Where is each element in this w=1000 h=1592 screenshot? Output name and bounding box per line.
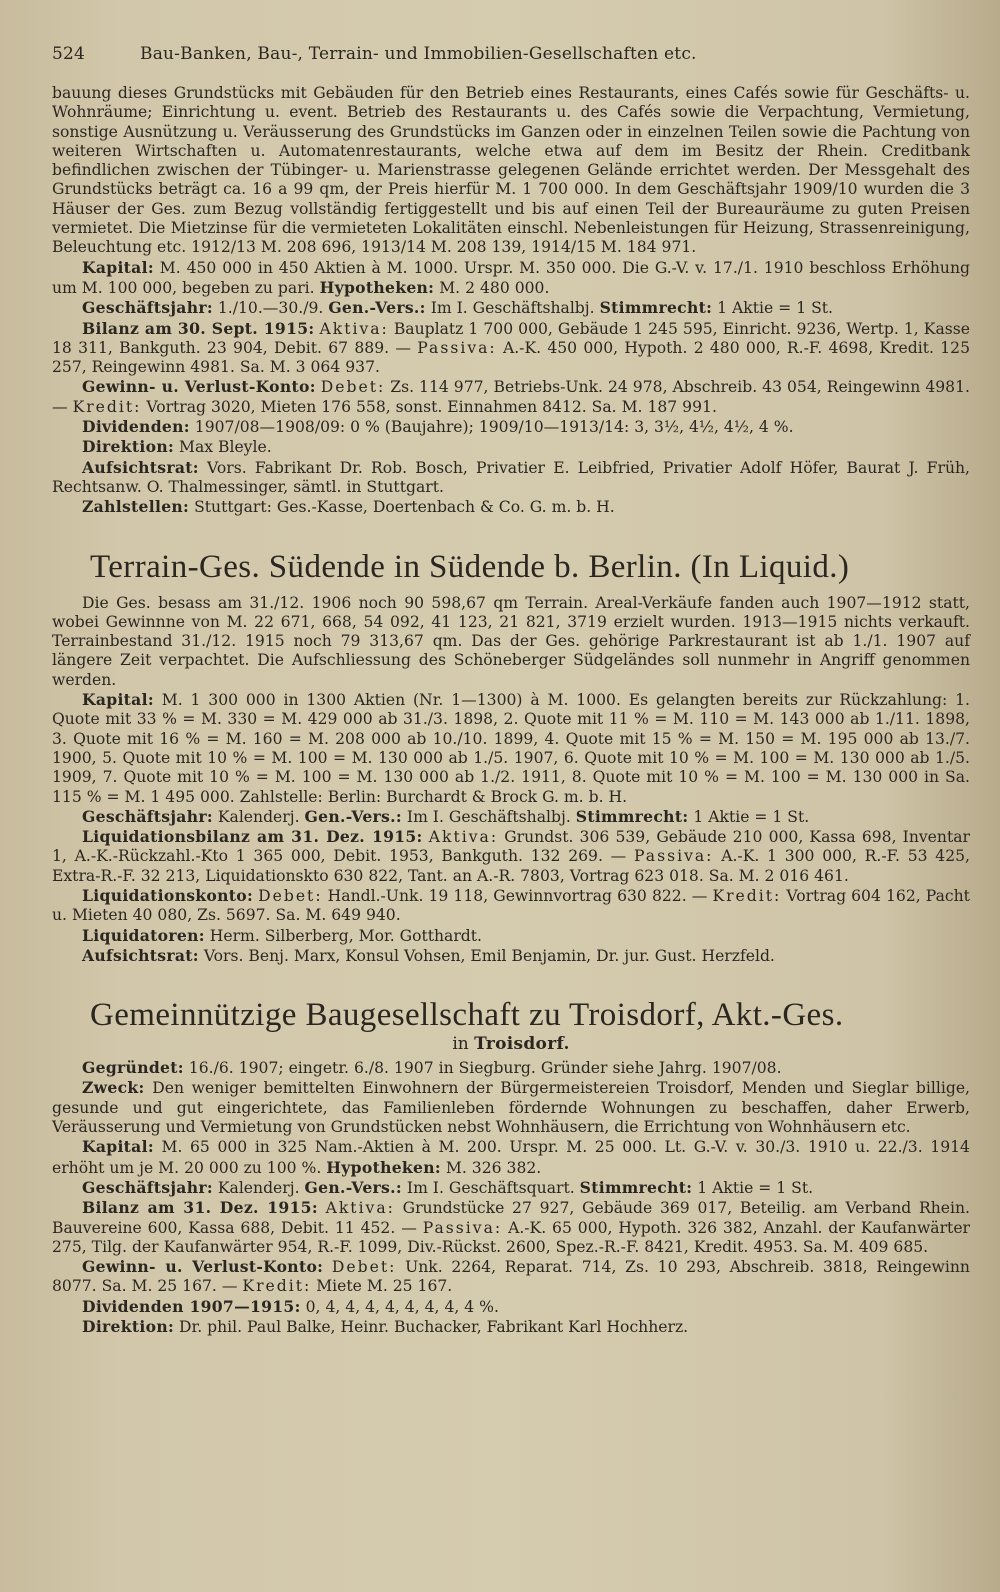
gv-label: Gen.-Vers.: (304, 806, 402, 826)
kapital-entry (52, 690, 970, 807)
zweck-text: Den weniger bemittelten Einwohnern der Bürgermeistereien Troisdorf, Menden und Sieglar billige, gesunde und gut eingerichtete, das Familienleben fördernde Wohnungen zu beschaffen, daher Erwerb, Veräusserung und Vermietung von Grundstücken nebst Wohnhäusern, die Errichtung von Wohnhäusern etc. (52, 1079, 971, 1137)
aktiva-label: Aktiva: (319, 319, 389, 338)
liquidatoren-entry (52, 926, 970, 946)
guv-entry (52, 377, 970, 417)
direktion-label: Direktion: (82, 1317, 175, 1337)
aktiva-label: Aktiva: (325, 1199, 395, 1218)
zweck-label: Zweck: (82, 1078, 145, 1098)
stimmrecht-text: 1 Aktie = 1 St. (717, 299, 833, 318)
bilanz-passiva: A.-K. 450 000, Hypoth. 2 480 000, R.-F. 4698, Kredit. 125 257, Reingewinn 4981. Sa. M. 3 064 937. (52, 338, 970, 377)
bilanz-entry (52, 1198, 970, 1257)
dividenden-label: Dividenden 1907—1915: (82, 1296, 301, 1316)
company-subheading (52, 1034, 970, 1054)
kapital-text: M. 65 000 in 325 Nam.-Aktien à M. 200. Urspr. M. 25 000. Lt. G.-V. v. 30./3. 1910 u. 22./3. 1914 erhöht um je M. 20 000 zu 100 %. (52, 1138, 970, 1177)
dividenden-entry (52, 417, 970, 437)
gj-text: 1./10.—30./9. (217, 299, 324, 318)
liquidationskonto-entry (52, 886, 970, 926)
gegruendet-entry (52, 1058, 970, 1078)
bilanz-label: Liquidationsbilanz am 31. Dez. 1915: (82, 827, 423, 847)
stimmrecht-label: Stimmrecht: (579, 1177, 693, 1197)
aktiva-label: Aktiva: (428, 828, 499, 847)
aufsichtsrat-text: Vors. Fabrikant Dr. Rob. Bosch, Privatier E. Leibfried, Privatier Adolf Höfer, Baurat J. Früh, Rechtsanw. O. Thalmessinger, sämtl. in Stuttgart. (52, 458, 970, 496)
debet-label: Debet: (331, 1258, 397, 1277)
gv-text: Im I. Geschäftsquart. (406, 1178, 575, 1197)
kredit-label: Kredit: (242, 1277, 312, 1296)
guv-kredit: Miete M. 25 167. (316, 1277, 453, 1296)
kapital-text: M. 450 000 in 450 Aktien à M. 1000. Urspr. M. 350 000. Die G.-V. v. 17./1. 1910 beschloss Erhöhung um M. 100 000, begeben zu pari. (52, 258, 970, 297)
bilanz-label: Bilanz am 30. Sept. 1915: (82, 318, 315, 338)
zahlstellen-entry (52, 497, 970, 517)
gegruendet-text: 16./6. 1907; eingetr. 6./8. 1907 in Siegburg. Gründer siehe Jahrg. 1907/08. (188, 1059, 782, 1078)
aufsichtsrat-label: Aufsichtsrat: (82, 457, 199, 477)
guv-kredit: Vortrag 3020, Mieten 176 558, sonst. Einnahmen 8412. Sa. M. 187 991. (146, 397, 717, 416)
section-suedende (52, 594, 970, 967)
page-number: 524 (52, 44, 86, 64)
bilanz-entry (52, 827, 970, 886)
stimmrecht-text: 1 Aktie = 1 St. (693, 807, 810, 826)
description-paragraph: bauung dieses Grundstücks mit Gebäuden für den Betrieb eines Restaurants, eines Cafés sowie für Geschäfts- u. Wohnräume; Einrichtung u. event. Betrieb des Restaurants u. des Cafés sowie die Verpachtung, Vermietung, sonstige Ausnützung u. Veräusserung des Grundstücks im Ganzen oder in einzelnen Teilen sowie die Pachtung von weiteren Wirtschaften u. Automatenrestaurants, welche etwa auf dem im Besitz der Rhein. Creditbank befindlichen zwischen der Tübinger- u. Marienstrasse gelegenen Gelände errichtet werden. Der Messgehalt des Grundstücks beträgt ca. 16 a 99 qm, der Preis hierfür M. 1 700 000. In dem Geschäftsjahr 1909/10 wurden die 3 Häuser der Ges. zum Bezug vollständig fertiggestellt und bis auf einen Teil der Bureauräume zu guten Preisen vermietet. Die Mietzinse für die vermieteten Lokalitäten einschl. Nebenleistungen für Heizung, Strassenreinigung, Beleuchtung etc. 1912/13 M. 208 696, 1913/14 M. 208 139, 1914/15 M. 184 971. (52, 84, 970, 257)
gj-label: Geschäftsjahr: (82, 806, 213, 826)
kredit-label: Kredit: (72, 397, 142, 416)
direktion-text: Max Bleyle. (178, 438, 272, 457)
dividenden-text: 0, 4, 4, 4, 4, 4, 4, 4, 4 %. (305, 1297, 499, 1316)
bilanz-passiva: A.-K. 65 000, Hypoth. 326 382, Anzahl. der Kaufanwärter 275, Tilg. der Kaufanwärter 954, R.-F. 1099, Div.-Rückst. 2600, Spez.-R.-F. 8421, Kredit. 4953. Sa. M. 409 685. (52, 1218, 970, 1256)
guv-entry (52, 1257, 970, 1297)
running-title: Bau-Banken, Bau-, Terrain- und Immobilien-Gesellschaften etc. (140, 44, 697, 64)
section-continuation (52, 84, 970, 518)
stimmrecht-text: 1 Aktie = 1 St. (697, 1178, 814, 1197)
gv-label: Gen.-Vers.: (328, 298, 426, 318)
passiva-label: Passiva: (417, 338, 497, 357)
direktion-label: Direktion: (82, 437, 175, 457)
passiva-label: Passiva: (422, 1218, 503, 1237)
debet-label: Debet: (320, 378, 386, 397)
gj-label: Geschäftsjahr: (82, 1177, 213, 1197)
kapital-label: Kapital: (82, 1137, 154, 1157)
gj-text: Kalenderj. (217, 807, 300, 826)
aufsichtsrat-entry (52, 458, 970, 498)
hypotheken-label: Hypotheken: (326, 1157, 441, 1177)
hypotheken-label: Hypotheken: (319, 277, 435, 297)
gv-text: Im I. Geschäftshalbj. (406, 807, 571, 826)
zahlstellen-label: Zahlstellen: (82, 497, 190, 517)
liquidatoren-label: Liquidatoren: (82, 925, 205, 945)
subtitle-place: Troisdorf. (474, 1034, 570, 1055)
hypotheken-text: M. 2 480 000. (439, 278, 550, 297)
aufsichtsrat-label: Aufsichtsrat: (82, 945, 199, 965)
stimmrecht-label: Stimmrecht: (599, 298, 713, 318)
section-troisdorf (52, 1058, 970, 1337)
guv-debet: Zs. 114 977, Betriebs-Unk. 24 978, Abschreib. 43 054, Reingewinn 4981. — (52, 378, 970, 416)
hypotheken-text: M. 326 382. (445, 1158, 542, 1177)
kapital-entry (52, 1137, 970, 1178)
debet-label: Debet: (258, 886, 323, 905)
gv-label: Gen.-Vers.: (304, 1177, 402, 1197)
liq-debet: Handl.-Unk. 19 118, Gewinnvortrag 630 822. — (327, 886, 708, 905)
geschaeftsjahr-entry (52, 298, 970, 318)
bilanz-entry (52, 319, 970, 378)
bilanz-aktiva: Grundstücke 27 927, Gebäude 369 017, Beteilig. am Verband Rhein. Bauvereine 600, Kassa 688, Debit. 11 452. — (52, 1199, 970, 1237)
gj-text: Kalenderj. (217, 1178, 300, 1197)
kapital-label: Kapital: (82, 257, 154, 277)
liq-kredit: Vortrag 604 162, Pacht u. Mieten 40 080, Zs. 5697. Sa. M. 649 940. (52, 886, 970, 925)
bilanz-passiva: A.-K. 1 300 000, R.-F. 53 425, Extra-R.-F. 32 213, Liquidationskto 630 822, Tant. an A.-R. 7803, Vortrag 623 018. Sa. M. 2 016 461. (52, 847, 971, 885)
dividenden-entry (52, 1297, 970, 1317)
guv-debet: Unk. 2264, Reparat. 714, Zs. 10 293, Abschreib. 3818, Reingewinn 8077. Sa. M. 25 167. — (52, 1258, 970, 1296)
bilanz-aktiva: Grundst. 306 539, Gebäude 210 000, Kassa 698, Inventar 1, A.-K.-Rückzahl.-Kto 1 365 000, Debit. 1953, Bankguth. 132 269. — (52, 828, 970, 866)
description-paragraph: Die Ges. besass am 31./12. 1906 noch 90 598,67 qm Terrain. Areal-Verkäufe fanden auch 1907—1912 statt, wobei Gewinnne von M. 22 671, 668, 54 092, 41 123, 21 821, 3719 erzielt wurden. 1913—1915 nichts verkauft. Terrainbestand 31./12. 1915 noch 79 313,67 qm. Das der Ges. gehörige Parkrestaurant ist ab 1./1. 1907 auf längere Zeit verpachtet. Die Aufschliessung des Schöneberger Südgeländes soll nunmehr in Angriff genommen werden. (52, 593, 970, 689)
direktion-entry (52, 437, 970, 457)
direktion-entry (52, 1317, 970, 1337)
aufsichtsrat-text: Vors. Benj. Marx, Konsul Vohsen, Emil Benjamin, Dr. jur. Gust. Herzfeld. (203, 946, 775, 965)
gj-label: Geschäftsjahr: (82, 298, 213, 318)
guv-label: Gewinn- u. Verlust-Konto: (82, 1257, 324, 1277)
running-header (52, 44, 970, 64)
gegruendet-label: Gegründet: (82, 1058, 184, 1078)
direktion-text: Dr. phil. Paul Balke, Heinr. Buchacker, Fabrikant Karl Hochherz. (178, 1318, 689, 1337)
passiva-label: Passiva: (634, 847, 714, 866)
kapital-label: Kapital: (82, 690, 154, 710)
stimmrecht-label: Stimmrecht: (575, 806, 689, 826)
aufsichtsrat-entry (52, 946, 970, 966)
dividenden-text: 1907/08—1908/09: 0 % (Baujahre); 1909/10—1913/14: 3, 3½, 4½, 4½, 4 %. (194, 418, 794, 437)
company-heading-troisdorf: Gemeinnützige Baugesellschaft zu Troisdorf, Akt.-Ges. (90, 997, 844, 1034)
zweck-entry (52, 1078, 970, 1137)
guv-label: Gewinn- u. Verlust-Konto: (82, 377, 316, 397)
liquidatoren-text: Herm. Silberberg, Mor. Gotthardt. (209, 926, 483, 945)
company-heading-suedende: Terrain-Ges. Südende in Südende b. Berlin. (In Liquid.) (90, 548, 850, 585)
geschaeftsjahr-entry (52, 807, 970, 827)
kredit-label: Kredit: (712, 886, 782, 905)
subtitle-prefix: in (452, 1034, 469, 1055)
bilanz-label: Bilanz am 31. Dez. 1915: (82, 1198, 318, 1218)
zahlstellen-text: Stuttgart: Ges.-Kasse, Doertenbach & Co. G. m. b. H. (194, 498, 615, 517)
gv-text: Im I. Geschäftshalbj. (430, 299, 595, 318)
geschaeftsjahr-entry (52, 1178, 970, 1198)
dividenden-label: Dividenden: (82, 417, 190, 437)
kapital-text: M. 1 300 000 in 1300 Aktien (Nr. 1—1300) à M. 1000. Es gelangten bereits zur Rückzahlung: 1. Quote mit 33 % = M. 330 = M. 429 000 ab 31./3. 1898, 2. Quote mit 11 % = M. 110 = M. 143 000 ab 1./11. 1898, 3. Quote mit 16 % = M. 160 = M. 208 000 ab 10./10. 1899, 4. Quote mit 15 % = M. 150 = M. 195 000 ab 13./7. 1900, 5. Quote mit 10 % = M. 100 = M. 130 000 ab 1./5. 1907, 6. Quote mit 10 % = M. 100 = M. 130 000 ab 1./5. 1909, 7. Quote mit 10 % = M. 100 = M. 130 000 ab 1./2. 1911, 8. Quote mit 10 % = M. 100 = M. 130 000 in Sa. 115 % = M. 1 495 000. Zahlstelle: Berlin: Burchardt & Brock G. m. b. H. (52, 691, 970, 806)
liquidationskonto-label: Liquidationskonto: (82, 885, 254, 905)
kapital-entry (52, 258, 970, 299)
bilanz-aktiva: Bauplatz 1 700 000, Gebäude 1 245 595, Einricht. 9236, Wertp. 1, Kasse 18 311, Bankguth. 23 904, Debit. 67 889. — (52, 319, 970, 357)
